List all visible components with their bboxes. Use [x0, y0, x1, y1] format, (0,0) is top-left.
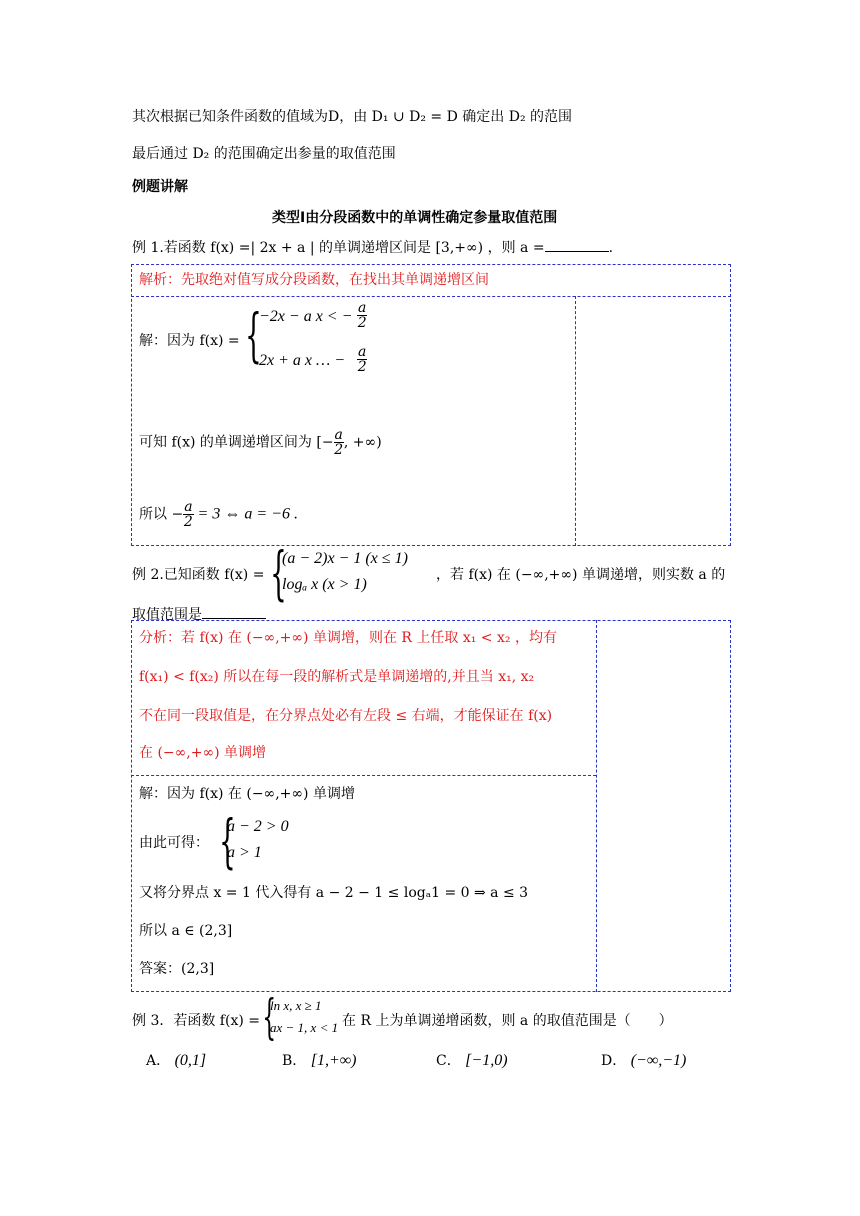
ex2-answer-blank: [202, 606, 266, 619]
ex2-question-line-2: 取值范围是: [132, 604, 266, 624]
ex1-box-divider: [131, 296, 731, 297]
ex1-sol-prefix: 解：因为 f(x) =: [139, 333, 240, 349]
ex2-box-divider: [131, 775, 596, 776]
ex2-system-1: a − 2 > 0: [227, 818, 289, 835]
ex3-option-d: D． (−∞,−1): [601, 1052, 687, 1069]
intro-line-1: 其次根据已知条件函数的值域为D，由 D₁ ∪ D₂ = D 确定出 D₂ 的范围: [132, 109, 573, 125]
ex3-question-suffix: 在 R 上为单调递增函数，则 a 的取值范围是（ ）: [342, 1013, 673, 1029]
ex2-system-2: a > 1: [227, 844, 262, 861]
ex3-option-a: A． (0,1]: [146, 1052, 207, 1069]
ex2-analysis-line-2: f(x₁) < f(x₂) 所以在每一段的解析式是单调递增的,并且当 x₁, x₂: [139, 669, 535, 685]
intro-line-2: 最后通过 D₂ 的范围确定出参量的取值范围: [132, 146, 396, 162]
ex2-solution-line-1: 解：因为 f(x) 在 (−∞,+∞) 单调增: [139, 786, 355, 802]
section-heading: 例题讲解: [132, 179, 188, 195]
ex1-box-column-divider: [575, 296, 576, 546]
ex3-case-1: ln x, x ≥ 1: [270, 998, 322, 1013]
ex1-case-2: 2x + a x … −: [259, 352, 346, 369]
ex1-conclusion: 所以 − $\frac{a}{2}$ = 3 ⇔ a = −6 .: [139, 499, 298, 530]
ex2-question-prefix: 例 2.已知函数 f(x) =: [132, 567, 265, 583]
ex1-case-1: −2x − a x < −: [259, 308, 353, 325]
ex1-answer-blank: [545, 239, 609, 252]
ex2-analysis-line-3: 不在同一段取值是，在分界点处必有左段 ≤ 右端，才能保证在 f(x): [139, 708, 553, 724]
left-brace: {: [219, 807, 236, 875]
ex1-case-1-fraction: $\frac{a}{2}$: [357, 300, 367, 331]
left-brace: {: [262, 989, 277, 1045]
ex3-option-b: B． [1,+∞): [282, 1052, 357, 1069]
ex2-question-suffix: ，若 f(x) 在 (−∞,+∞) 单调递增，则实数 a 的: [436, 567, 726, 583]
ex2-solution-line-3: 又将分界点 x = 1 代入得有 a − 2 − 1 ≤ logₐ1 = 0 ⇒ a ≤ 3: [139, 885, 529, 901]
ex1-question: 例 1.若函数 f(x) =| 2x + a | 的单调递增区间是 [3,+∞) ，则 a = .: [132, 240, 614, 256]
ex2-analysis-line-1: 分析：若 f(x) 在 (−∞,+∞) 单调增，则在 R 上任取 x₁ < x₂ ，均有: [139, 630, 557, 646]
ex2-case-2: logₐ x (x > 1): [282, 576, 367, 593]
ex2-analysis-line-4: 在 (−∞,+∞) 单调增: [139, 745, 267, 761]
ex1-interval-fraction: $\frac{a}{2}$: [334, 427, 344, 458]
document-page: 其次根据已知条件函数的值域为D，由 D₁ ∪ D₂ = D 确定出 D₂ 的范围 最后通过 D₂ 的范围确定出参量的取值范围 例题讲解 类型Ⅰ由分段函数中的单调性确定参量取值范围 例 1.若函数 f(x) =| 2x + a | 的单调递增区间是 [3,+∞) ，则 a = . 解析：先取绝对值写成分段函数，在找出其单调递增区间 解：因为 f(x) = { −2x − a x < − $\frac{a}{2}$ 2x + a x … − $\frac{a}{2}$ 可知 f(x) 的单调递增区间为 [− $\frac{a}{2}$ , +∞) 所以 − $\frac{a}{2}$ = 3 ⇔ a = −6 . 例 2.已知函数 f(x) = { (a − 2)x − 1 (x ≤ 1) logₐ x (x > 1) ，若 f(x) 在 (−∞,+∞) 单调递增，则实数 a 的 取值范围是 分析：若 f(x) 在 (−∞,+∞) 单调增，则在 R 上任取 x₁ < x₂ ，均有 f(x₁) < f(x₂) 所以在每一段的解析式是单调递增的,并且当 x₁, x₂ 不在同一段取值是，在分界点处必有左段 ≤ 右端，才能保证在 f(x) 在 (−∞,+∞) 单调增 解：因为 f(x) 在 (−∞,+∞) 单调增 由此可得： { a − 2 > 0 a > 1 又将分界点 x = 1 代入得有 a − 2 − 1 ≤ logₐ1 = 0 ⇒ a ≤ 3 所以 a ∈ (2,3] 答案：(2,3] 例 3．若函数 f(x) = { ln x, x ≥ 1 ax − 1, x < 1 在 R 上为单调递增函数，则 a 的取值范围是（ ） A． (0,1] B． [1,+∞) C． [−1,0) D． (−∞,−1): [0, 0, 860, 1216]
ex3-question-prefix: 例 3．若函数 f(x) =: [132, 1013, 260, 1029]
section-title: 类型Ⅰ由分段函数中的单调性确定参量取值范围: [272, 210, 558, 226]
ex2-case-1: (a − 2)x − 1 (x ≤ 1): [282, 550, 408, 567]
ex1-conclusion-fraction: $\frac{a}{2}$: [183, 499, 193, 530]
left-brace: {: [270, 539, 287, 607]
ex1-analysis: 解析：先取绝对值写成分段函数，在找出其单调递增区间: [139, 272, 489, 288]
left-brace: {: [245, 301, 262, 369]
ex2-box-column-divider: [596, 620, 597, 992]
ex1-question-text: 例 1.若函数 f(x) =| 2x + a | 的单调递增区间是 [3,+∞) ，则 a =: [132, 240, 545, 256]
ex2-solution-line-4: 所以 a ∈ (2,3]: [139, 923, 233, 939]
ex3-option-c: C． [−1,0): [436, 1052, 508, 1069]
ex2-answer: 答案：(2,3]: [139, 961, 215, 977]
ex3-case-2: ax − 1, x < 1: [270, 1020, 339, 1035]
ex1-interval: 可知 f(x) 的单调递增区间为 [− $\frac{a}{2}$ , +∞): [139, 427, 382, 458]
ex1-case-2-fraction: $\frac{a}{2}$: [357, 344, 367, 375]
